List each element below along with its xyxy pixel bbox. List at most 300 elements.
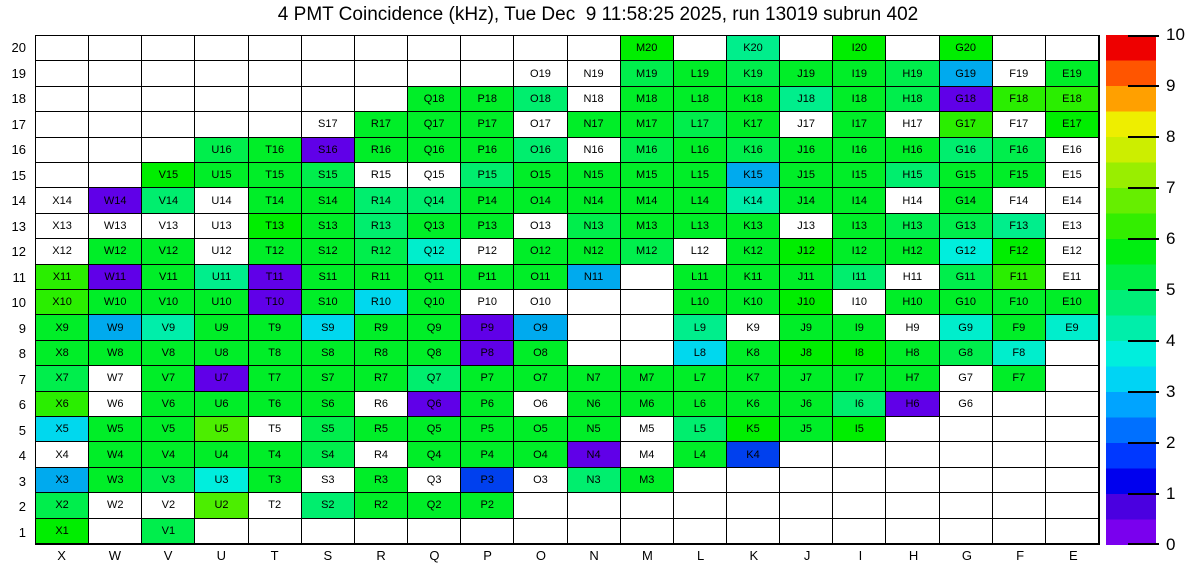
grid-cell-m4: M4 — [621, 442, 674, 467]
grid-cell-q11: Q11 — [408, 265, 461, 290]
grid-cell-x1: X1 — [36, 519, 89, 544]
grid-cell-k10: K10 — [727, 290, 780, 315]
grid-cell-j10: J10 — [780, 290, 833, 315]
grid-cell-empty — [940, 417, 993, 442]
grid-cell-i18: I18 — [833, 87, 886, 112]
y-axis-label-7: 7 — [18, 371, 26, 387]
y-axis-label-11: 11 — [12, 269, 26, 285]
grid-cell-h14: H14 — [886, 188, 939, 213]
grid-cell-t5: T5 — [249, 417, 302, 442]
grid-cell-empty — [993, 519, 1046, 544]
grid-cell-u9: U9 — [195, 315, 248, 340]
grid-cell-o8: O8 — [514, 341, 567, 366]
grid-cell-s4: S4 — [302, 442, 355, 467]
grid-cell-o3: O3 — [514, 468, 567, 493]
grid-cell-empty — [674, 468, 727, 493]
grid-cell-x10: X10 — [36, 290, 89, 315]
grid-cell-k7: K7 — [727, 366, 780, 391]
grid-cell-g16: G16 — [940, 138, 993, 163]
grid-cell-t16: T16 — [249, 138, 302, 163]
y-axis-label-13: 13 — [11, 218, 26, 234]
y-axis-label-16: 16 — [11, 142, 26, 158]
grid-cell-f17: F17 — [993, 112, 1046, 137]
grid-cell-j18: J18 — [780, 87, 833, 112]
grid-cell-empty — [886, 519, 939, 544]
grid-cell-g6: G6 — [940, 392, 993, 417]
grid-cell-empty — [302, 61, 355, 86]
grid-cell-q18: Q18 — [408, 87, 461, 112]
grid-cell-w13: W13 — [89, 214, 142, 239]
y-axis-label-14: 14 — [11, 193, 26, 209]
colorbar-tick-label-3: 3 — [1166, 382, 1176, 401]
grid-cell-empty — [302, 36, 355, 61]
grid-cell-empty — [514, 36, 567, 61]
grid-cell-k8: K8 — [727, 341, 780, 366]
grid-cell-empty — [1046, 519, 1099, 544]
grid-cell-empty — [568, 519, 621, 544]
grid-cell-empty — [674, 493, 727, 518]
grid-cell-v9: V9 — [142, 315, 195, 340]
grid-cell-u6: U6 — [195, 392, 248, 417]
grid-cell-k16: K16 — [727, 138, 780, 163]
grid-cell-i10: I10 — [833, 290, 886, 315]
grid-cell-f13: F13 — [993, 214, 1046, 239]
grid-cell-n17: N17 — [568, 112, 621, 137]
grid-cell-q2: Q2 — [408, 493, 461, 518]
grid-cell-empty — [568, 290, 621, 315]
grid-cell-w12: W12 — [89, 239, 142, 264]
x-axis-label-m: M — [641, 548, 653, 563]
grid-cell-f14: F14 — [993, 188, 1046, 213]
grid-cell-u4: U4 — [195, 442, 248, 467]
grid-cell-l15: L15 — [674, 163, 727, 188]
grid-cell-l9: L9 — [674, 315, 727, 340]
grid-cell-empty — [1046, 417, 1099, 442]
y-axis-label-2: 2 — [18, 499, 26, 515]
grid-cell-t15: T15 — [249, 163, 302, 188]
grid-cell-s5: S5 — [302, 417, 355, 442]
grid-cell-empty — [1046, 442, 1099, 467]
grid-cell-o9: O9 — [514, 315, 567, 340]
grid-cell-f15: F15 — [993, 163, 1046, 188]
grid-cell-p18: P18 — [461, 87, 514, 112]
grid-cell-i6: I6 — [833, 392, 886, 417]
grid-cell-m5: M5 — [621, 417, 674, 442]
grid-cell-empty — [89, 138, 142, 163]
grid-cell-r6: R6 — [355, 392, 408, 417]
grid-cell-w8: W8 — [89, 341, 142, 366]
grid-cell-w14: W14 — [89, 188, 142, 213]
y-axis-label-6: 6 — [18, 397, 26, 413]
grid-cell-empty — [1046, 392, 1099, 417]
x-axis-label-j: J — [803, 548, 811, 563]
grid-cell-j17: J17 — [780, 112, 833, 137]
grid-cell-o19: O19 — [514, 61, 567, 86]
grid-cell-x4: X4 — [36, 442, 89, 467]
grid-cell-g11: G11 — [940, 265, 993, 290]
grid-cell-r8: R8 — [355, 341, 408, 366]
grid-cell-e9: E9 — [1046, 315, 1099, 340]
grid-cell-empty — [142, 138, 195, 163]
grid-cell-k11: K11 — [727, 265, 780, 290]
grid-cell-empty — [727, 493, 780, 518]
grid-cell-g13: G13 — [940, 214, 993, 239]
grid-cell-empty — [89, 519, 142, 544]
grid-cell-k12: K12 — [727, 239, 780, 264]
grid-cell-k20: K20 — [727, 36, 780, 61]
grid-cell-u15: U15 — [195, 163, 248, 188]
grid-cell-empty — [780, 493, 833, 518]
grid-cell-p9: P9 — [461, 315, 514, 340]
grid-cell-f11: F11 — [993, 265, 1046, 290]
grid-cell-k19: K19 — [727, 61, 780, 86]
grid-cell-empty — [89, 61, 142, 86]
grid-cell-j9: J9 — [780, 315, 833, 340]
grid-cell-n19: N19 — [568, 61, 621, 86]
grid-cell-empty — [1046, 493, 1099, 518]
grid-cell-p14: P14 — [461, 188, 514, 213]
grid-cell-empty — [940, 468, 993, 493]
y-axis-label-1: 1 — [18, 524, 26, 540]
grid-cell-empty — [568, 36, 621, 61]
grid-cell-r7: R7 — [355, 366, 408, 391]
grid-cell-r13: R13 — [355, 214, 408, 239]
grid-cell-l6: L6 — [674, 392, 727, 417]
x-axis-label-t: T — [270, 548, 279, 563]
grid-cell-empty — [408, 519, 461, 544]
grid-cell-n6: N6 — [568, 392, 621, 417]
grid-cell-empty — [1046, 36, 1099, 61]
grid-cell-l12: L12 — [674, 239, 727, 264]
grid-cell-e13: E13 — [1046, 214, 1099, 239]
grid-cell-empty — [621, 265, 674, 290]
grid-cell-empty — [195, 87, 248, 112]
grid-cell-o16: O16 — [514, 138, 567, 163]
grid-cell-g10: G10 — [940, 290, 993, 315]
grid-cell-empty — [514, 493, 567, 518]
grid-cell-s3: S3 — [302, 468, 355, 493]
grid-cell-empty — [833, 442, 886, 467]
grid-cell-u3: U3 — [195, 468, 248, 493]
grid-cell-empty — [461, 61, 514, 86]
grid-cell-u13: U13 — [195, 214, 248, 239]
grid-cell-t8: T8 — [249, 341, 302, 366]
y-axis-label-15: 15 — [11, 167, 26, 183]
grid-cell-k9: K9 — [727, 315, 780, 340]
grid-cell-h6: H6 — [886, 392, 939, 417]
grid-cell-l19: L19 — [674, 61, 727, 86]
grid-cell-j16: J16 — [780, 138, 833, 163]
colorbar-tick-label-8: 8 — [1166, 127, 1176, 146]
grid-cell-j12: J12 — [780, 239, 833, 264]
grid-cell-h8: H8 — [886, 341, 939, 366]
colorbar-tick-label-4: 4 — [1166, 331, 1176, 350]
grid-cell-empty — [886, 468, 939, 493]
colorbar — [1106, 35, 1156, 545]
grid-cell-empty — [727, 468, 780, 493]
y-axis-label-19: 19 — [11, 65, 26, 81]
grid-cell-r17: R17 — [355, 112, 408, 137]
grid-cell-o11: O11 — [514, 265, 567, 290]
grid-cell-empty — [1046, 366, 1099, 391]
colorbar-tick-label-9: 9 — [1166, 76, 1176, 95]
y-axis — [0, 35, 31, 545]
grid-cell-k18: K18 — [727, 87, 780, 112]
grid-cell-i13: I13 — [833, 214, 886, 239]
grid-cell-u5: U5 — [195, 417, 248, 442]
grid-cell-empty — [886, 442, 939, 467]
grid-cell-u8: U8 — [195, 341, 248, 366]
grid-cell-u10: U10 — [195, 290, 248, 315]
grid-cell-empty — [940, 519, 993, 544]
grid-cell-i15: I15 — [833, 163, 886, 188]
grid-cell-q17: Q17 — [408, 112, 461, 137]
grid-cell-s17: S17 — [302, 112, 355, 137]
grid-cell-empty — [940, 493, 993, 518]
grid-cell-g14: G14 — [940, 188, 993, 213]
grid-cell-f9: F9 — [993, 315, 1046, 340]
grid-cell-p8: P8 — [461, 341, 514, 366]
grid-cell-g8: G8 — [940, 341, 993, 366]
grid-cell-r3: R3 — [355, 468, 408, 493]
grid-cell-t11: T11 — [249, 265, 302, 290]
grid-cell-f19: F19 — [993, 61, 1046, 86]
grid-cell-e15: E15 — [1046, 163, 1099, 188]
grid-cell-h18: H18 — [886, 87, 939, 112]
grid-cell-v13: V13 — [142, 214, 195, 239]
grid-cell-o18: O18 — [514, 87, 567, 112]
grid-cell-empty — [780, 36, 833, 61]
grid-cell-l11: L11 — [674, 265, 727, 290]
x-axis — [35, 548, 1100, 563]
grid-cell-empty — [940, 442, 993, 467]
grid-cell-t6: T6 — [249, 392, 302, 417]
grid-cell-r12: R12 — [355, 239, 408, 264]
grid-cell-h11: H11 — [886, 265, 939, 290]
x-axis-label-w: W — [108, 548, 122, 563]
grid-cell-f16: F16 — [993, 138, 1046, 163]
grid-cell-r16: R16 — [355, 138, 408, 163]
grid-cell-empty — [249, 61, 302, 86]
grid-cell-o7: O7 — [514, 366, 567, 391]
grid-cell-f8: F8 — [993, 341, 1046, 366]
grid-cell-empty — [89, 112, 142, 137]
grid-cell-empty — [142, 36, 195, 61]
grid-cell-q16: Q16 — [408, 138, 461, 163]
grid-cell-f7: F7 — [993, 366, 1046, 391]
grid-cell-h10: H10 — [886, 290, 939, 315]
grid-cell-v12: V12 — [142, 239, 195, 264]
grid-cell-r10: R10 — [355, 290, 408, 315]
grid-cell-empty — [355, 87, 408, 112]
y-axis-label-3: 3 — [18, 473, 26, 489]
colorbar-tick-label-6: 6 — [1166, 229, 1176, 248]
grid-cell-s6: S6 — [302, 392, 355, 417]
grid-cell-i11: I11 — [833, 265, 886, 290]
grid-cell-w3: W3 — [89, 468, 142, 493]
grid-cell-j6: J6 — [780, 392, 833, 417]
grid-cell-m15: M15 — [621, 163, 674, 188]
grid-cell-m17: M17 — [621, 112, 674, 137]
grid-cell-q15: Q15 — [408, 163, 461, 188]
x-axis-label-q: Q — [429, 548, 440, 563]
grid-cell-q12: Q12 — [408, 239, 461, 264]
grid-cell-empty — [36, 112, 89, 137]
grid-cell-w9: W9 — [89, 315, 142, 340]
grid-cell-empty — [833, 493, 886, 518]
grid-cell-k4: K4 — [727, 442, 780, 467]
grid-cell-s2: S2 — [302, 493, 355, 518]
grid-cell-r15: R15 — [355, 163, 408, 188]
grid-cell-w6: W6 — [89, 392, 142, 417]
grid-cell-v14: V14 — [142, 188, 195, 213]
grid-cell-o15: O15 — [514, 163, 567, 188]
grid-cell-s9: S9 — [302, 315, 355, 340]
grid-cell-w4: W4 — [89, 442, 142, 467]
grid-cell-v1: V1 — [142, 519, 195, 544]
grid-cell-m6: M6 — [621, 392, 674, 417]
grid-cell-j19: J19 — [780, 61, 833, 86]
heatmap-grid — [35, 35, 1100, 545]
grid-cell-m3: M3 — [621, 468, 674, 493]
grid-cell-h15: H15 — [886, 163, 939, 188]
grid-cell-i5: I5 — [833, 417, 886, 442]
grid-cell-l17: L17 — [674, 112, 727, 137]
grid-cell-g15: G15 — [940, 163, 993, 188]
colorbar-tick-label-2: 2 — [1166, 433, 1176, 452]
grid-cell-empty — [621, 341, 674, 366]
grid-cell-v10: V10 — [142, 290, 195, 315]
grid-cell-t9: T9 — [249, 315, 302, 340]
grid-cell-t3: T3 — [249, 468, 302, 493]
grid-cell-empty — [1046, 341, 1099, 366]
grid-cell-n15: N15 — [568, 163, 621, 188]
grid-cell-empty — [36, 138, 89, 163]
grid-cell-n16: N16 — [568, 138, 621, 163]
grid-cell-n7: N7 — [568, 366, 621, 391]
grid-cell-v11: V11 — [142, 265, 195, 290]
grid-cell-empty — [993, 36, 1046, 61]
grid-cell-empty — [195, 112, 248, 137]
grid-cell-h12: H12 — [886, 239, 939, 264]
grid-cell-x5: X5 — [36, 417, 89, 442]
colorbar-tick-label-0: 0 — [1166, 535, 1176, 554]
grid-cell-empty — [249, 36, 302, 61]
grid-cell-s13: S13 — [302, 214, 355, 239]
grid-cell-q5: Q5 — [408, 417, 461, 442]
grid-cell-empty — [833, 519, 886, 544]
grid-cell-w10: W10 — [89, 290, 142, 315]
grid-cell-v8: V8 — [142, 341, 195, 366]
grid-cell-p15: P15 — [461, 163, 514, 188]
grid-cell-n12: N12 — [568, 239, 621, 264]
grid-cell-q6: Q6 — [408, 392, 461, 417]
grid-cell-j11: J11 — [780, 265, 833, 290]
y-axis-label-12: 12 — [11, 244, 26, 260]
grid-cell-j5: J5 — [780, 417, 833, 442]
grid-cell-o5: O5 — [514, 417, 567, 442]
grid-cell-p17: P17 — [461, 112, 514, 137]
grid-cell-w11: W11 — [89, 265, 142, 290]
x-axis-label-u: U — [216, 548, 227, 563]
grid-cell-m14: M14 — [621, 188, 674, 213]
grid-cell-m16: M16 — [621, 138, 674, 163]
grid-cell-f18: F18 — [993, 87, 1046, 112]
grid-cell-j14: J14 — [780, 188, 833, 213]
grid-cell-m18: M18 — [621, 87, 674, 112]
grid-cell-i9: I9 — [833, 315, 886, 340]
grid-cell-g18: G18 — [940, 87, 993, 112]
grid-cell-r4: R4 — [355, 442, 408, 467]
grid-cell-empty — [355, 36, 408, 61]
x-axis-label-n: N — [589, 548, 599, 563]
grid-cell-empty — [408, 36, 461, 61]
grid-cell-p4: P4 — [461, 442, 514, 467]
grid-cell-i20: I20 — [833, 36, 886, 61]
grid-cell-p3: P3 — [461, 468, 514, 493]
grid-cell-x3: X3 — [36, 468, 89, 493]
grid-cell-n14: N14 — [568, 188, 621, 213]
grid-cell-j7: J7 — [780, 366, 833, 391]
y-axis-label-17: 17 — [11, 116, 26, 132]
x-axis-label-r: R — [376, 548, 386, 563]
grid-cell-x12: X12 — [36, 239, 89, 264]
grid-cell-e17: E17 — [1046, 112, 1099, 137]
grid-cell-v7: V7 — [142, 366, 195, 391]
grid-cell-empty — [249, 519, 302, 544]
grid-cell-empty — [36, 87, 89, 112]
grid-cell-v3: V3 — [142, 468, 195, 493]
grid-cell-m19: M19 — [621, 61, 674, 86]
grid-cell-i12: I12 — [833, 239, 886, 264]
grid-cell-h7: H7 — [886, 366, 939, 391]
grid-cell-e10: E10 — [1046, 290, 1099, 315]
grid-cell-empty — [568, 315, 621, 340]
grid-cell-l16: L16 — [674, 138, 727, 163]
grid-cell-p2: P2 — [461, 493, 514, 518]
grid-cell-empty — [195, 36, 248, 61]
grid-cell-empty — [780, 442, 833, 467]
grid-cell-u16: U16 — [195, 138, 248, 163]
grid-cell-empty — [780, 519, 833, 544]
y-axis-label-18: 18 — [11, 91, 26, 107]
grid-cell-t10: T10 — [249, 290, 302, 315]
grid-cell-l7: L7 — [674, 366, 727, 391]
grid-cell-x13: X13 — [36, 214, 89, 239]
colorbar-tick-label-5: 5 — [1166, 280, 1176, 299]
grid-cell-o6: O6 — [514, 392, 567, 417]
grid-cell-u12: U12 — [195, 239, 248, 264]
grid-cell-m20: M20 — [621, 36, 674, 61]
grid-cell-t14: T14 — [249, 188, 302, 213]
grid-cell-e19: E19 — [1046, 61, 1099, 86]
grid-cell-o10: O10 — [514, 290, 567, 315]
grid-cell-r2: R2 — [355, 493, 408, 518]
grid-cell-q10: Q10 — [408, 290, 461, 315]
grid-cell-empty — [249, 87, 302, 112]
grid-cell-i16: I16 — [833, 138, 886, 163]
plot-title: 4 PMT Coincidence (kHz), Tue Dec 9 11:58:25 2025, run 13019 subrun 402 — [277, 4, 919, 25]
grid-cell-empty — [302, 519, 355, 544]
grid-cell-empty — [886, 417, 939, 442]
grid-cell-empty — [36, 36, 89, 61]
grid-cell-empty — [568, 341, 621, 366]
grid-cell-p10: P10 — [461, 290, 514, 315]
x-axis-label-x: X — [57, 548, 66, 563]
grid-cell-empty — [302, 87, 355, 112]
grid-cell-empty — [993, 493, 1046, 518]
grid-cell-x9: X9 — [36, 315, 89, 340]
